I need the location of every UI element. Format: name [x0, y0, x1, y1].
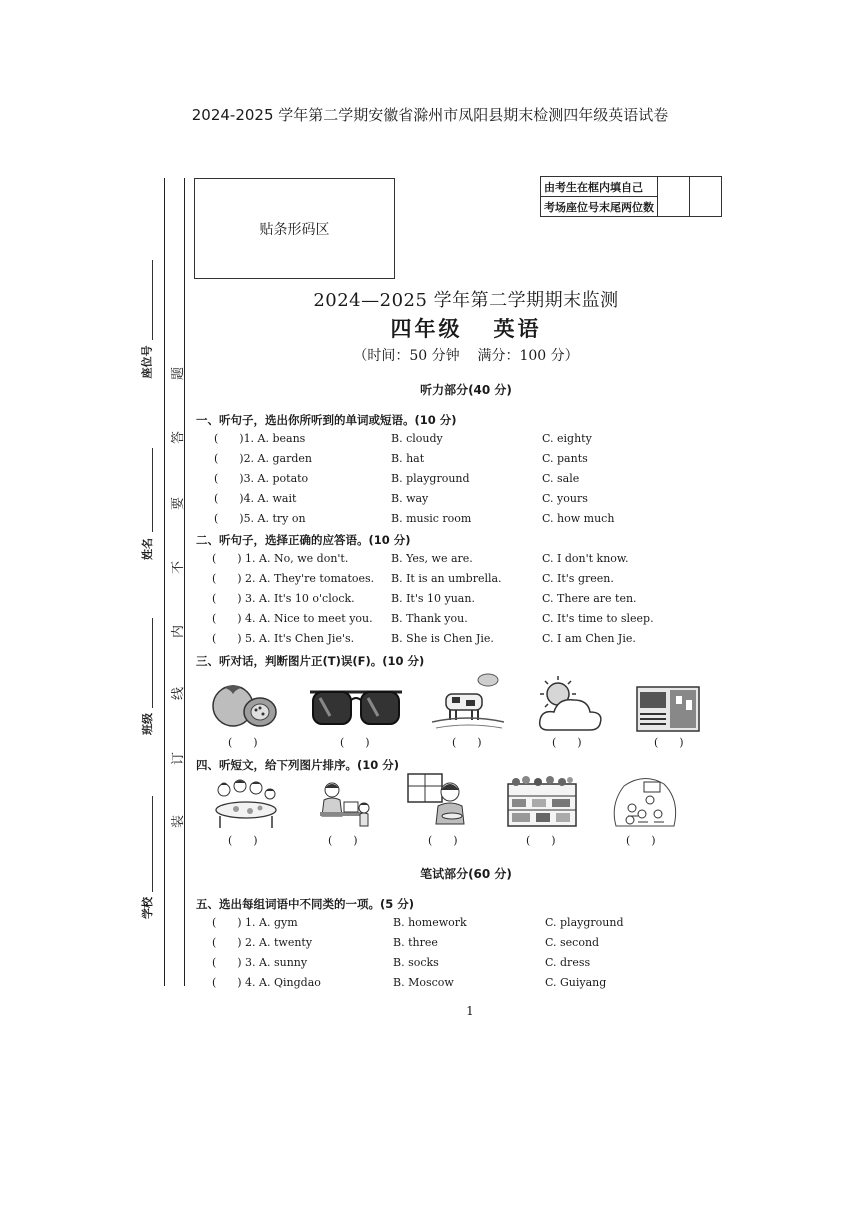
question-row	[210, 592, 730, 610]
classroom-picture	[610, 774, 680, 832]
name-label: 姓名	[141, 538, 154, 560]
question-option-c: C. sale	[542, 472, 580, 485]
exam-grade-subject: 四年级 英语	[390, 317, 542, 341]
question-row	[210, 452, 730, 470]
vegetable-market-picture	[506, 776, 578, 830]
question-option-b: B. It is an umbrella.	[391, 572, 502, 585]
answer-bracket[interactable]: ( )	[340, 736, 370, 749]
question-option-a: ( )5. A. try on	[214, 512, 306, 525]
question-option-c: C. yours	[542, 492, 588, 505]
question-option-b: B. way	[391, 492, 429, 505]
margin-warning-char: 不	[171, 560, 187, 575]
question-option-b: B. music room	[391, 512, 472, 525]
question-row	[210, 472, 730, 490]
question-option-a: ( )4. A. wait	[214, 492, 297, 505]
question-option-a: ( ) 4. A. Qingdao	[212, 976, 321, 989]
margin-line-left	[164, 178, 165, 986]
question-option-c: C. playground	[545, 916, 624, 929]
listening-part-heading: 听力部分(40 分)	[420, 383, 512, 397]
question-row	[210, 612, 730, 630]
question-row	[210, 572, 730, 590]
question-option-b: B. Moscow	[393, 976, 454, 989]
question-option-c: C. It's time to sleep.	[542, 612, 654, 625]
question-option-c: C. It's green.	[542, 572, 614, 585]
family-dinner-picture	[210, 776, 280, 830]
farm-cow-picture	[432, 670, 504, 732]
section3-heading: 三、听对话，判断图片正(T)误(F)。(10 分)	[196, 654, 425, 668]
margin-warning-char: 订	[171, 751, 187, 766]
school-label: 学校	[141, 897, 154, 919]
question-option-c: C. pants	[542, 452, 588, 465]
question-option-b: B. cloudy	[391, 432, 443, 445]
answer-bracket[interactable]: ( )	[654, 736, 684, 749]
exam-time-score: （时间：50 分钟 满分：100 分）	[353, 348, 579, 364]
margin-warning-char: 要	[171, 496, 187, 511]
question-option-c: C. second	[545, 936, 600, 949]
barcode-area-label: 贴条形码区	[259, 221, 330, 238]
question-option-b: B. homework	[393, 916, 467, 929]
tomato-picture	[208, 680, 282, 732]
seat-digit-box[interactable]	[690, 177, 722, 217]
question-option-b: B. socks	[393, 956, 439, 969]
answer-bracket[interactable]: ( )	[452, 736, 482, 749]
question-option-a: ( )1. A. beans	[214, 432, 306, 445]
question-option-a: ( ) 2. A. twenty	[212, 936, 313, 949]
question-option-c: C. I am Chen Jie.	[542, 632, 636, 645]
exam-title: 2024—2025 学年第二学期期末监测	[313, 290, 619, 311]
section4-heading: 四、听短文，给下列图片排序。(10 分)	[196, 758, 400, 772]
class-label: 班级	[141, 713, 154, 735]
answer-bracket[interactable]: ( )	[626, 834, 656, 847]
question-row	[210, 976, 730, 994]
question-option-b: B. three	[393, 936, 438, 949]
class-underline	[152, 618, 154, 708]
answer-bracket[interactable]: ( )	[228, 736, 258, 749]
seat-box-line2: 考场座位号末尾两位数	[541, 197, 658, 217]
seat-digit-box[interactable]	[658, 177, 690, 217]
margin-warning-char: 内	[171, 624, 187, 639]
question-option-a: ( ) 3. A. It's 10 o'clock.	[212, 592, 355, 605]
question-option-c: C. eighty	[542, 432, 592, 445]
question-option-b: B. playground	[391, 472, 470, 485]
document-title: 2024-2025 学年第二学期安徽省滁州市凤阳县期末检测四年级英语试卷	[191, 106, 669, 124]
question-row	[210, 916, 730, 934]
question-row	[210, 512, 730, 530]
question-row	[210, 936, 730, 954]
page-number: 1	[466, 1004, 474, 1018]
girl-at-desk-picture	[316, 778, 376, 830]
margin-warning-char: 装	[171, 814, 187, 829]
answer-bracket[interactable]: ( )	[552, 736, 582, 749]
margin-warning-char: 线	[171, 686, 187, 701]
question-option-c: C. There are ten.	[542, 592, 637, 605]
question-option-a: ( ) 5. A. It's Chen Jie's.	[212, 632, 355, 645]
answer-bracket[interactable]: ( )	[526, 834, 556, 847]
question-option-a: ( ) 3. A. sunny	[212, 956, 308, 969]
question-option-a: ( ) 1. A. gym	[212, 916, 298, 929]
question-row	[210, 956, 730, 974]
question-option-c: C. I don't know.	[542, 552, 629, 565]
store-shelf-picture	[636, 686, 700, 732]
seat-label: 座位号	[140, 345, 154, 379]
question-option-c: C. Guiyang	[545, 976, 607, 989]
sunglasses-picture	[308, 686, 404, 732]
answer-bracket[interactable]: ( )	[228, 834, 258, 847]
question-option-a: ( )2. A. garden	[214, 452, 312, 465]
question-option-b: B. She is Chen Jie.	[391, 632, 494, 645]
question-option-b: B. It's 10 yuan.	[391, 592, 475, 605]
seat-number-box	[540, 176, 722, 217]
seat-box-line1: 由考生在框内填自己	[541, 177, 658, 197]
question-option-a: ( ) 4. A. Nice to meet you.	[212, 612, 373, 625]
writing-part-heading: 笔试部分(60 分)	[420, 867, 512, 881]
sun-cloud-picture	[534, 676, 606, 734]
question-option-a: ( ) 2. A. They're tomatoes.	[212, 572, 375, 585]
question-row	[210, 632, 730, 650]
seat-underline	[152, 260, 154, 340]
answer-bracket[interactable]: ( )	[328, 834, 358, 847]
question-row	[210, 432, 730, 450]
question-option-a: ( )3. A. potato	[214, 472, 309, 485]
section5-heading: 五、选出每组词语中不同类的一项。(5 分)	[196, 897, 415, 911]
section2-heading: 二、听句子，选择正确的应答语。(10 分)	[196, 533, 411, 547]
question-option-c: C. dress	[545, 956, 591, 969]
margin-warning-char: 题	[171, 366, 187, 381]
answer-bracket[interactable]: ( )	[428, 834, 458, 847]
school-underline	[152, 796, 154, 892]
margin-warning-char: 答	[171, 430, 187, 445]
margin-line-right	[184, 178, 185, 986]
question-row	[210, 492, 730, 510]
section1-heading: 一、听句子，选出你所听到的单词或短语。(10 分)	[196, 413, 457, 427]
question-option-b: B. Yes, we are.	[391, 552, 473, 565]
question-row	[210, 552, 730, 570]
question-option-a: ( ) 1. A. No, we don't.	[212, 552, 349, 565]
question-option-b: B. Thank you.	[391, 612, 468, 625]
girl-at-window-picture	[406, 772, 470, 832]
barcode-area	[194, 178, 395, 279]
name-underline	[152, 448, 154, 532]
question-option-b: B. hat	[391, 452, 425, 465]
question-option-c: C. how much	[542, 512, 615, 525]
